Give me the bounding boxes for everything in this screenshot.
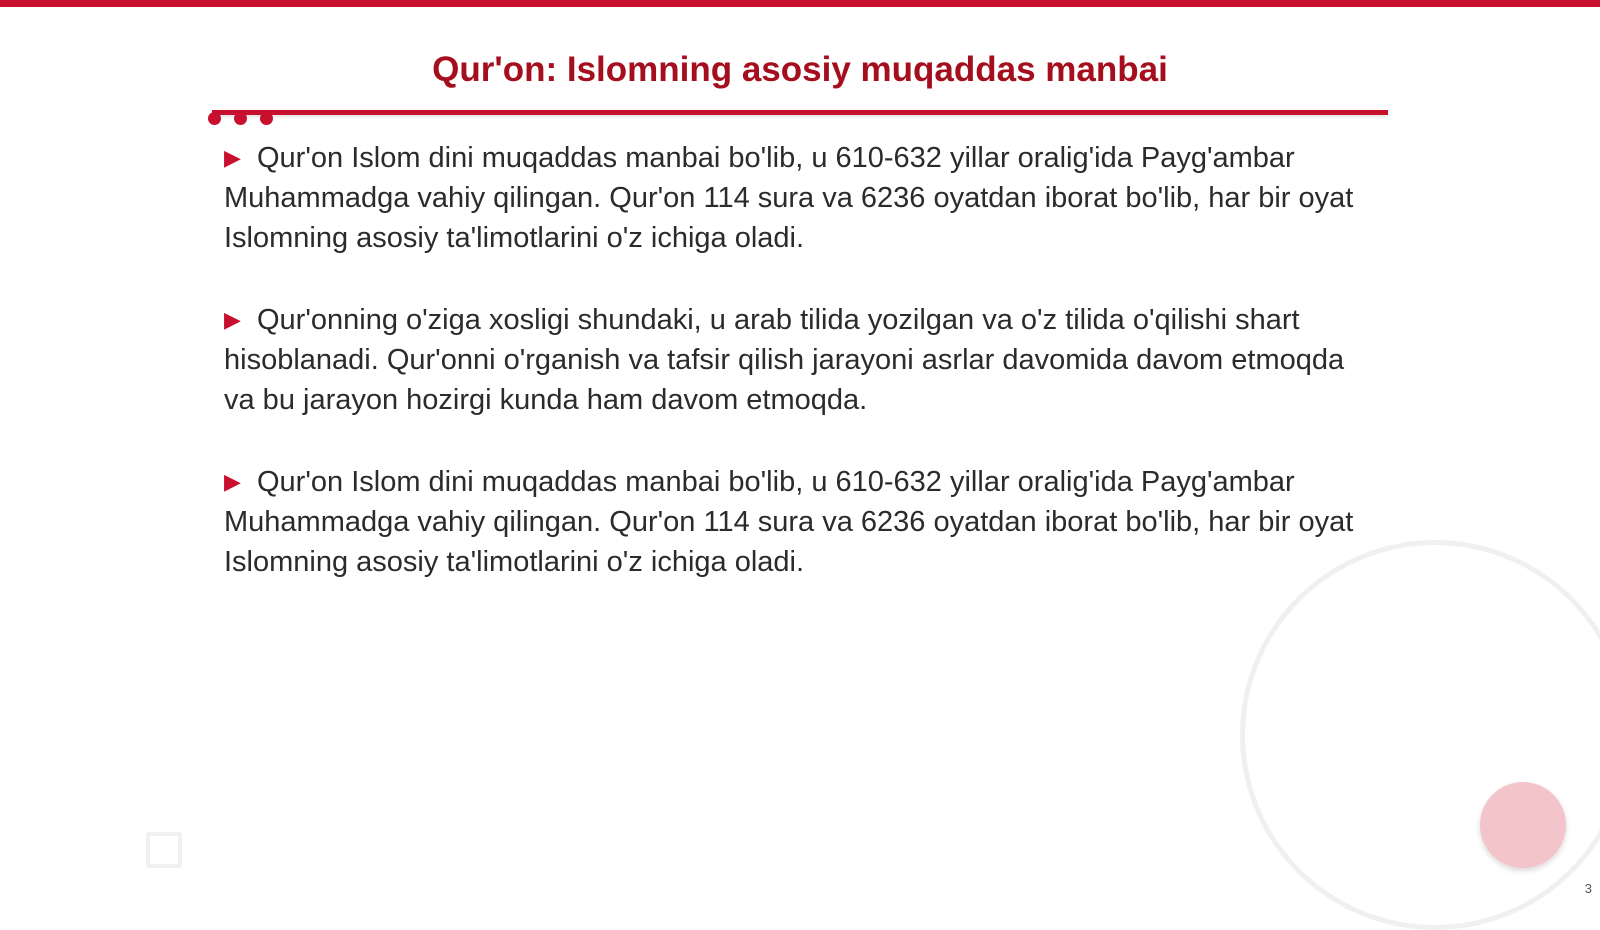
title-underline <box>212 110 1388 115</box>
decor-dot-1 <box>208 112 221 125</box>
bullet-arrow-icon: ▶ <box>224 307 241 332</box>
decor-pink-circle <box>1480 782 1566 868</box>
bullet-item-1 <box>224 138 1364 258</box>
decor-square-outline <box>146 832 182 868</box>
bullet-item-3 <box>224 462 1364 582</box>
bullet-arrow-icon: ▶ <box>224 145 241 170</box>
decor-dot-2 <box>234 112 247 125</box>
top-accent-bar <box>0 0 1600 7</box>
bullet-text-1: Qur'on Islom dini muqaddas manbai bo'lib, u 610-632 yillar oralig'ida Payg'ambar Muhammadga vahiy qilingan. Qur'on 114 sura va 6236 oyatdan iborat bo'lib, har bir oyat Islomning asosiy ta'limotlarini o'z ichiga oladi. <box>224 142 1354 254</box>
bullet-list <box>224 138 1364 624</box>
bullet-arrow-icon: ▶ <box>224 469 241 494</box>
bullet-text-3: Qur'on Islom dini muqaddas manbai bo'lib, u 610-632 yillar oralig'ida Payg'ambar Muhammadga vahiy qilingan. Qur'on 114 sura va 6236 oyatdan iborat bo'lib, har bir oyat Islomning asosiy ta'limotlarini o'z ichiga oladi. <box>224 466 1354 578</box>
bullet-text-2: Qur'onning o'ziga xosligi shundaki, u arab tilida yozilgan va o'z tilida o'qilishi shart hisoblanadi. Qur'onni o'rganish va tafsir qilish jarayoni asrlar davomida davom etmoqda va bu jarayon hozirgi kunda ham davom etmoqda. <box>224 304 1345 416</box>
decor-ring <box>1240 540 1600 930</box>
slide-title: Qur'on: Islomning asosiy muqaddas manbai <box>432 50 1168 89</box>
page-number: 3 <box>1584 881 1592 896</box>
bullet-item-2 <box>224 300 1364 420</box>
decor-dot-3 <box>260 112 273 125</box>
